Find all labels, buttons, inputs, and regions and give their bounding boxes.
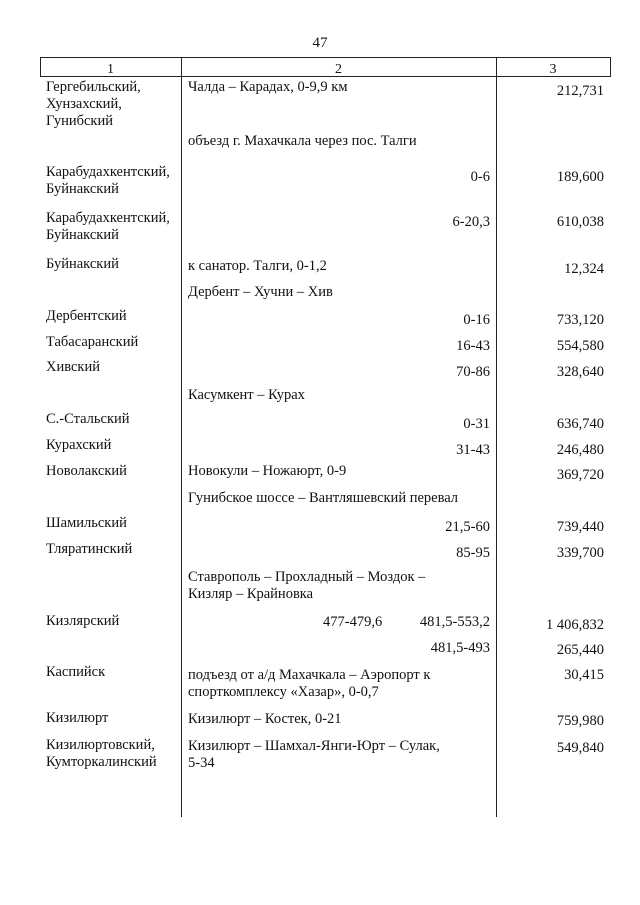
value-cell: 549,840 bbox=[556, 740, 604, 756]
value-cell: 1 406,832 bbox=[546, 617, 604, 633]
value-cell: 733,120 bbox=[556, 312, 604, 328]
road-cell: к санатор. Талги, 0-1,2 bbox=[188, 258, 327, 274]
district-cell: Хивский bbox=[46, 359, 100, 375]
road-cell: Чалда – Карадах, 0-9,9 км bbox=[188, 79, 348, 95]
segment-cell: 31-43 bbox=[456, 442, 490, 458]
segment-cell: 481,5-493 bbox=[430, 640, 490, 656]
district-cell: Кизлярский bbox=[46, 613, 120, 629]
segment-cell: 70-86 bbox=[456, 364, 490, 380]
district-cell: Кизилюртовский, Кумторкалинский bbox=[46, 737, 157, 770]
column-divider-2 bbox=[496, 57, 497, 817]
district-cell: Гергебильский, Хунзахский, Гунибский bbox=[46, 79, 141, 129]
column-header-1: 1 bbox=[107, 62, 114, 77]
column-divider-1 bbox=[181, 57, 182, 817]
road-cell: Кизилюрт – Шамхал-Янги-Юрт – Сулак, 5-34 bbox=[188, 738, 440, 771]
value-cell: 369,720 bbox=[556, 467, 604, 483]
segment-cell-a: 477-479,6 bbox=[323, 614, 383, 630]
value-cell: 610,038 bbox=[556, 214, 604, 230]
district-cell: Каспийск bbox=[46, 664, 106, 680]
value-cell: 189,600 bbox=[556, 169, 604, 185]
district-cell: Табасаранский bbox=[46, 334, 139, 350]
value-cell: 30,415 bbox=[564, 667, 604, 683]
district-cell: Новолакский bbox=[46, 463, 127, 479]
column-header-2: 2 bbox=[335, 62, 342, 77]
district-cell: Буйнакский bbox=[46, 256, 119, 272]
value-cell: 636,740 bbox=[556, 416, 604, 432]
value-cell: 265,440 bbox=[556, 642, 604, 658]
road-cell: подъезд от а/д Махачкала – Аэропорт к спорткомплексу «Хазар», 0-0,7 bbox=[188, 667, 431, 700]
value-cell: 328,640 bbox=[556, 364, 604, 380]
road-cell: Гунибское шоссе – Вантляшевский перевал bbox=[188, 490, 459, 506]
value-cell: 212,731 bbox=[556, 83, 604, 99]
column-divider-right bbox=[610, 57, 611, 77]
segment-cell: 0-6 bbox=[470, 169, 490, 185]
road-cell: Кизилюрт – Костек, 0-21 bbox=[188, 711, 342, 727]
segment-cell: 85-95 bbox=[456, 545, 490, 561]
road-cell: Дербент – Хучни – Хив bbox=[188, 284, 333, 300]
page-number: 47 bbox=[312, 35, 328, 51]
segment-cell: 481,5-553,2 bbox=[419, 614, 490, 630]
value-cell: 339,700 bbox=[556, 545, 604, 561]
segment-cell: 21,5-60 bbox=[445, 519, 490, 535]
segment-cell: 0-16 bbox=[463, 312, 490, 328]
district-cell: С.-Стальский bbox=[46, 411, 130, 427]
district-cell: Шамильский bbox=[46, 515, 127, 531]
road-cell: объезд г. Махачкала через пос. Талги bbox=[188, 133, 417, 149]
value-cell: 12,324 bbox=[564, 261, 604, 277]
district-cell: Дербентский bbox=[46, 308, 127, 324]
district-cell: Карабудахкентский, Буйнакский bbox=[46, 210, 170, 243]
value-cell: 759,980 bbox=[556, 713, 604, 729]
district-cell: Кизилюрт bbox=[46, 710, 109, 726]
road-cell: Ставрополь – Прохладный – Моздок – Кизляр – Крайновка bbox=[188, 569, 426, 602]
road-cell: Касумкент – Курах bbox=[188, 387, 305, 403]
value-cell: 554,580 bbox=[556, 338, 604, 354]
district-cell: Карабудахкентский, Буйнакский bbox=[46, 164, 170, 197]
segment-cell: 0-31 bbox=[463, 416, 490, 432]
segment-cell: 16-43 bbox=[456, 338, 490, 354]
value-cell: 739,440 bbox=[556, 519, 604, 535]
column-header-3: 3 bbox=[549, 62, 557, 77]
district-cell: Курахский bbox=[46, 437, 112, 453]
road-cell: Новокули – Ножаюрт, 0-9 bbox=[188, 463, 347, 479]
segment-cell: 6-20,3 bbox=[452, 214, 490, 230]
header-top-rule bbox=[40, 57, 611, 58]
district-cell: Тляратинский bbox=[46, 541, 133, 557]
value-cell: 246,480 bbox=[556, 442, 604, 458]
